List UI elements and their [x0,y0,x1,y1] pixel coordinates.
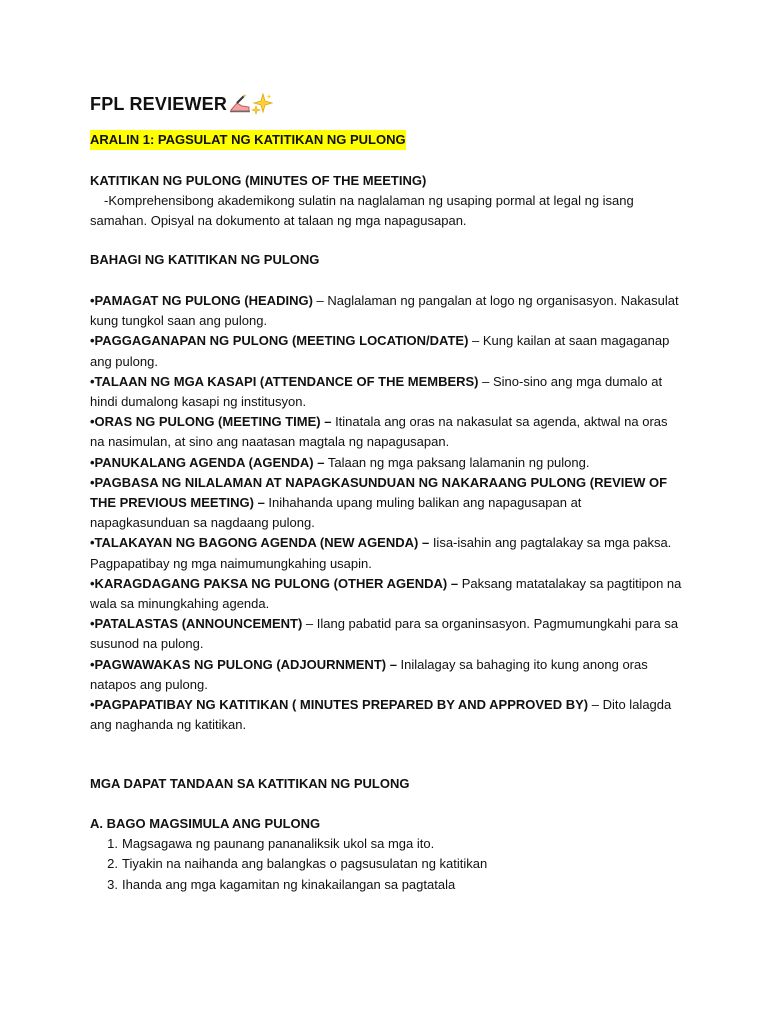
part-description: Talaan ng mga paksang lalamanin ng pulong. [324,454,590,470]
list-item: 1. Magsagawa ng paunang pananaliksik ukol sa mga ito. [107,836,435,852]
part-term: •PANUKALANG AGENDA (AGENDA) – [90,454,325,470]
document-title [90,93,273,115]
before-meeting-section [90,814,682,895]
list-item: 3. Ihanda ang mga kagamitan ng kinakailangan sa pagtatala [107,876,456,892]
part-item [90,574,682,614]
part-term: •TALAAN NG MGA KASAPI (ATTENDANCE OF THE MEMBERS) [90,373,479,389]
part-item [90,372,682,412]
part-item [90,331,682,371]
definition-heading: KATITIKAN NG PULONG (MINUTES OF THE MEETING) [90,173,427,188]
part-description: – Sino-sino ang mga dumalo at hindi dumalong kasapi ng institusyon. [90,373,663,410]
lesson-heading: ARALIN 1: PAGSULAT NG KATITIKAN NG PULONG [90,130,406,150]
part-item [90,412,682,452]
part-item [90,473,682,534]
part-term: •PAGPAPATIBAY NG KATITIKAN ( MINUTES PREPARED BY AND APPROVED BY) [90,697,589,713]
writing-hand-icon [229,94,251,114]
part-term: •PAGBASA NG NILALAMAN AT NAPAGKASUNDUAN NG NAKARAANG PULONG (REVIEW OF THE PREVIOUS MEETING) – [90,474,668,511]
part-term: •KARAGDAGANG PAKSA NG PULONG (OTHER AGENDA) – [90,575,459,591]
part-term: •PAGWAWAKAS NG PULONG (ADJOURNMENT) – [90,656,397,672]
part-item [90,695,682,735]
part-term: •TALAKAYAN NG BAGONG AGENDA (NEW AGENDA) – [90,535,430,551]
part-item [90,453,682,473]
before-meeting-list [90,834,682,895]
part-term: •PATALASTAS (ANNOUNCEMENT) [90,616,303,632]
part-term: •PAMAGAT NG PULONG (HEADING) [90,293,313,308]
parts-heading: BAHAGI NG KATITIKAN NG PULONG [90,252,320,267]
list-item: 2. Tiyakin na naihanda ang balangkas o pagsusulatan ng katitikan [107,856,488,872]
part-item [90,533,682,573]
definition-section [90,171,682,232]
part-item [90,614,682,654]
sparkles-icon [251,93,273,115]
part-description: – Kung kailan at saan magaganap ang pulong. [90,333,670,369]
part-item [90,655,682,695]
part-description: Paksang matatalakay sa pagtitipon na wala sa minungkahing agenda. [90,575,682,612]
part-term: •PAGGAGANAPAN NG PULONG (MEETING LOCATION/DATE) [90,333,469,349]
part-description: – Dito lalagda ang naghanda ng katitikan. [90,697,672,733]
part-item [90,291,682,331]
part-description: Itinatala ang oras na nakasulat sa agenda, aktwal na oras na nasimulan, at sino ang naatasan magtala ng napagusapan. [90,414,668,450]
definition-line-2: samahan. Opisyal na dokumento at talaan ng mga napagusapan. [90,213,467,229]
reminders-heading: MGA DAPAT TANDAAN SA KATITIKAN NG PULONG [90,776,410,791]
before-meeting-heading: A. BAGO MAGSIMULA ANG PULONG [90,816,321,831]
part-description: – Naglalaman ng pangalan at logo ng organisasyon. Nakasulat kung tungkol saan ang pulong. [90,293,679,329]
definition-line-1: -Komprehensibong akademikong sulatin na naglalaman ng usaping pormal at legal ng isang [104,193,634,209]
part-description: Inilalagay sa bahaging ito kung anong oras natapos ang pulong. [90,656,648,692]
part-description: Inihahanda upang muling balikan ang napagusapan at napagkasunduan sa nagdaang pulong. [90,495,582,531]
part-description: – Ilang pabatid para sa organinsasyon. Pagmumungkahi para sa susunod na pulong. [90,616,679,652]
title-text: FPL REVIEWER [90,93,228,114]
parts-list [90,291,682,735]
part-term: •ORAS NG PULONG (MEETING TIME) – [90,414,332,430]
part-description: Iisa-isahin ang pagtalakay sa mga paksa. Pagpapatibay ng mga naimumungkahing usapin. [90,535,672,571]
